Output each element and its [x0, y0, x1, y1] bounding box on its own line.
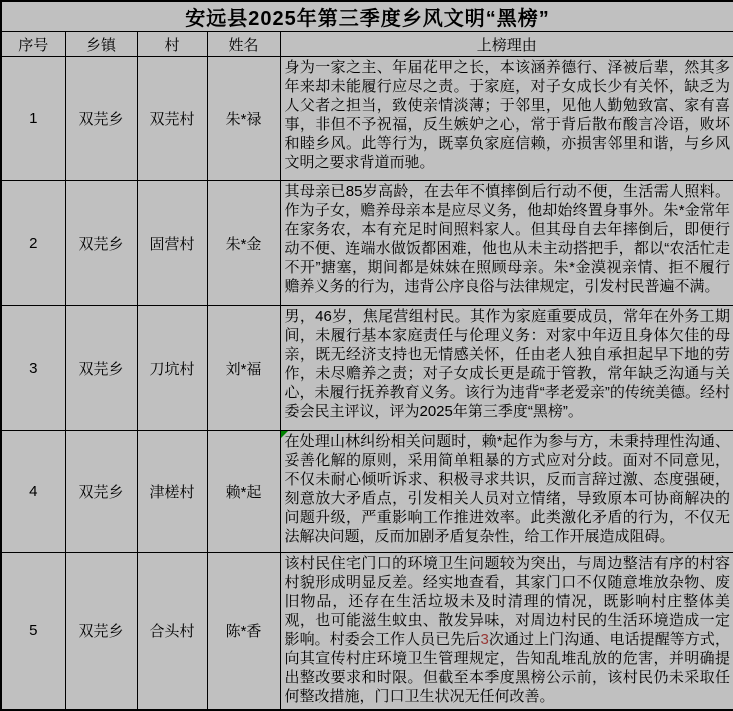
cell-village[interactable]: 合头村 [137, 553, 207, 710]
reason-text: 在处理山林纠纷相关问题时，赖*起作为参与方，未秉持理性沟通、妥善化解的原则，采用简单粗暴的方式应对分歧。面对不同意见，不仅未耐心倾听诉求、积极寻求共识，反而言辞过激、态度强硬，刻意放大矛盾点，引发相关人员对立情绪，导致原本可协商解决的问题升级，严重影响工作推进效率。此类激化矛盾的行为，不仅无法解决问题，反而加剧矛盾复杂性，给工作开展造成阻碍。 [284, 433, 731, 545]
cell-town[interactable]: 双芫乡 [65, 57, 137, 181]
cell-seq[interactable]: 5 [1, 553, 65, 710]
cell-seq[interactable]: 2 [1, 181, 65, 306]
cell-reason[interactable]: 身为一家之主、年届花甲之长，本该涵养德行、泽被后辈，然其多年来却未能履行应尽之责。于家庭，对子女成长少有关怀，缺乏为人父者之担当，致使亲情淡薄；于邻里，见他人勤勉致富、家有喜事，非但不予祝福，反生嫉妒之心，常于背后散布酸言冷语，败坏和睦乡风。此等行为，既辜负家庭信赖，亦损害邻里和谐，与乡风文明之要求背道而驰。 [280, 57, 733, 181]
cell-reason[interactable] [280, 553, 733, 710]
reason-text-highlight: 3 [480, 631, 489, 648]
cell-town[interactable]: 双芫乡 [65, 306, 137, 431]
title-row [1, 1, 733, 32]
cell-seq[interactable]: 1 [1, 57, 65, 181]
column-header-reason[interactable]: 上榜理由 [280, 32, 733, 57]
cell-name[interactable]: 陈*香 [207, 553, 280, 710]
cell-reason[interactable] [280, 431, 733, 553]
table-row [1, 553, 733, 710]
cell-name[interactable]: 刘*福 [207, 306, 280, 431]
cell-town[interactable]: 双芫乡 [65, 181, 137, 306]
column-header-seq[interactable]: 序号 [1, 32, 65, 57]
cell-seq[interactable]: 4 [1, 431, 65, 553]
cell-name[interactable]: 赖*起 [207, 431, 280, 553]
column-header-village[interactable]: 村 [137, 32, 207, 57]
column-header-town[interactable]: 乡镇 [65, 32, 137, 57]
cell-town[interactable]: 双芫乡 [65, 431, 137, 553]
reason-text-post: 次通过上门沟通、电话提醒等方式，向其宣传村庄环境卫生管理规定，告知乱堆乱放的危害，并明确提出整改要求和时限。但截至本季度黑榜公示前，该村民仍未采取任何整改措施，门口卫生状况无任何改善。 [284, 631, 731, 705]
cell-reason[interactable]: 男，46岁，焦尾营组村民。其作为家庭重要成员，常年在外务工期间，未履行基本家庭责任与伦理义务：对家中年迈且身体欠佳的母亲，既无经济支持也无情感关怀，任由老人独自承担起早下地的劳作，未尽赡养之责；对子女成长更是疏于管教，常年缺乏沟通与关心，未履行抚养教育义务。该行为违背“孝老爱亲”的传统美德。经村委会民主评议，评为2025年第三季度“黑榜”。 [280, 306, 733, 431]
cell-town[interactable]: 双芫乡 [65, 553, 137, 710]
green-corner-flag-icon [281, 431, 288, 438]
table-row [1, 431, 733, 553]
cell-name[interactable]: 朱*金 [207, 181, 280, 306]
cell-seq[interactable]: 3 [1, 306, 65, 431]
table-row [1, 181, 733, 306]
table-row [1, 306, 733, 431]
cell-name[interactable]: 朱*禄 [207, 57, 280, 181]
table-title[interactable]: 安远县2025年第三季度乡风文明“黑榜” [1, 1, 733, 32]
cell-village[interactable]: 津槎村 [137, 431, 207, 553]
cell-reason[interactable]: 其母亲已85岁高龄，在去年不慎摔倒后行动不便，生活需人照料。作为子女，赡养母亲本是应尽义务，他却始终置身事外。朱*金常年在家务农，本有充足时间照料家人。但其母自去年摔倒后，即便行动不便、连端水做饭都困难，他也从未主动搭把手，都以“农活忙走不开”搪塞，期间都是妹妹在照顾母亲。朱*金漠视亲情、拒不履行赡养义务的行为，违背公序良俗与法律规定，引发村民普遍不满。 [280, 181, 733, 306]
cell-village[interactable]: 固营村 [137, 181, 207, 306]
header-row [1, 32, 733, 57]
column-header-name[interactable]: 姓名 [207, 32, 280, 57]
cell-village[interactable]: 双芫村 [137, 57, 207, 181]
cell-village[interactable]: 刀坑村 [137, 306, 207, 431]
table-row [1, 57, 733, 181]
reason-text-pre: 该村民住宅门口的环境卫生问题较为突出，与周边整洁有序的村容村貌形成明显反差。经实地查看，其家门口不仅随意堆放杂物、废旧物品，还存在生活垃圾未及时清理的情况，既影响村庄整体美观，也可能滋生蚊虫、散发异味，对周边村民的生活环境造成一定影响。村委会工作人员已先后 [284, 555, 731, 648]
